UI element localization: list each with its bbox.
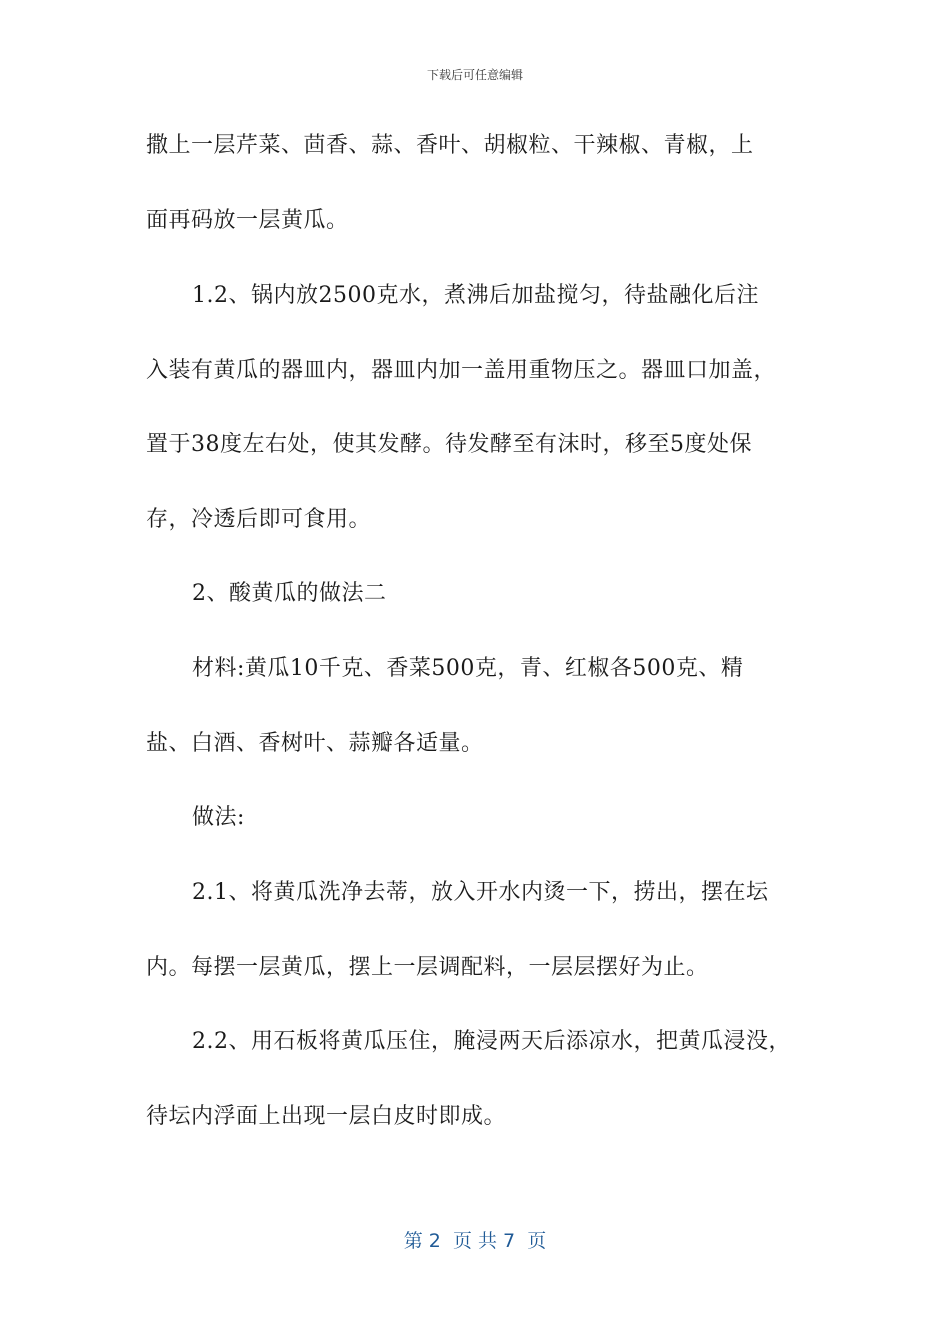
paragraph-line: 2.2、用石板将黄瓜压住，腌浸两天后添凉水，把黄瓜浸没， — [192, 1029, 791, 1054]
paragraph-line: 1.2、锅内放2500克水，煮沸后加盐搅匀，待盐融化后注 — [192, 283, 759, 308]
paragraph-line: 置于38度左右处，使其发酵。待发酵至有沫时，移至5度处保 — [146, 432, 752, 457]
section-heading: 2、酸黄瓜的做法二 — [192, 581, 387, 606]
paragraph-line: 做法: — [192, 805, 245, 830]
paragraph-line: 面再码放一层黄瓜。 — [146, 208, 349, 233]
paragraph-line: 待坛内浮面上出现一层白皮时即成。 — [146, 1104, 507, 1129]
paragraph-line: 材料:黄瓜10千克、香菜500克，青、红椒各500克、精 — [192, 656, 744, 681]
paragraph-line: 内。每摆一层黄瓜，摆上一层调配料，一层层摆好为止。 — [146, 955, 709, 980]
paragraph-line: 2.1、将黄瓜洗净去蒂，放入开水内烫一下，捞出，摆在坛 — [192, 880, 769, 905]
paragraph-line: 入装有黄瓜的器皿内，器皿内加一盖用重物压之。器皿口加盖， — [146, 358, 777, 383]
paragraph-line: 存，冷透后即可食用。 — [146, 507, 372, 532]
page-header: 下载后可任意编辑 — [426, 68, 523, 82]
paragraph-line: 撒上一层芹菜、茴香、蒜、香叶、胡椒粒、干辣椒、青椒，上 — [146, 133, 754, 158]
paragraph-line: 盐、白酒、香树叶、蒜瓣各适量。 — [146, 731, 484, 756]
page-number-footer: 第 2 页 共 7 页 — [403, 1230, 547, 1252]
